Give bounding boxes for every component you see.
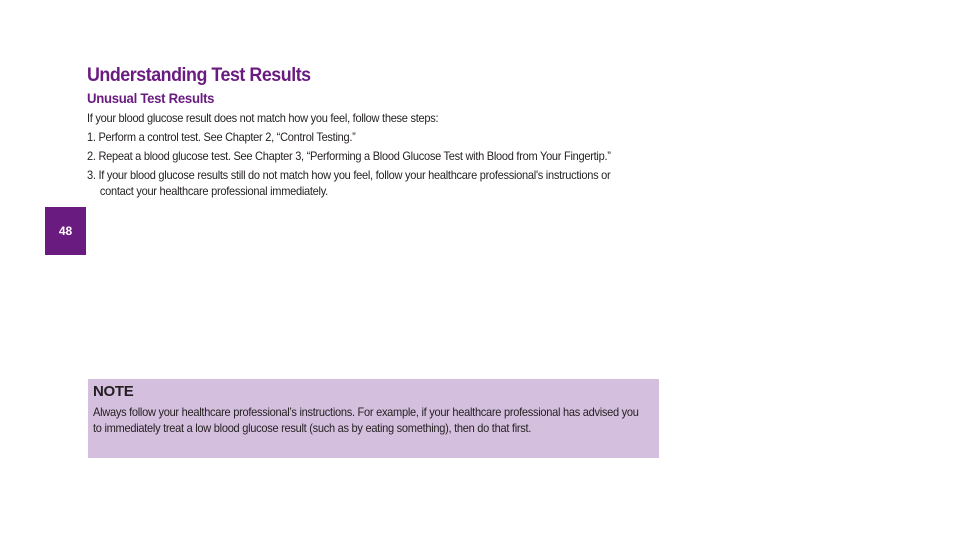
step-item: 2. Repeat a blood glucose test. See Chapter 3, “Performing a Blood Glucose Test with Blood from Your Fingertip.” [87, 149, 611, 163]
note-title: NOTE [93, 383, 134, 400]
step-item: 3. If your blood glucose results still do not match how you feel, follow your healthcare professional's instructions or contact your healthcare professional immediately. [87, 168, 611, 198]
section-subtitle: Unusual Test Results [87, 90, 215, 106]
main-content [87, 64, 659, 202]
note-text: Always follow your healthcare professional’s instructions. For example, if your healthcare professional has advised you to immediately treat a low blood glucose result (such as by eating something), then do that first. [93, 405, 639, 435]
intro-text: If your blood glucose result does not match how you feel, follow these steps: [87, 111, 439, 125]
steps-list [87, 129, 659, 199]
section-title: Understanding Test Results [87, 65, 311, 86]
step-item: 1. Perform a control test. See Chapter 2, “Control Testing.” [87, 130, 356, 144]
page-number: 48 [58, 224, 73, 238]
page-number-tab [45, 207, 86, 255]
note-box [88, 379, 659, 458]
